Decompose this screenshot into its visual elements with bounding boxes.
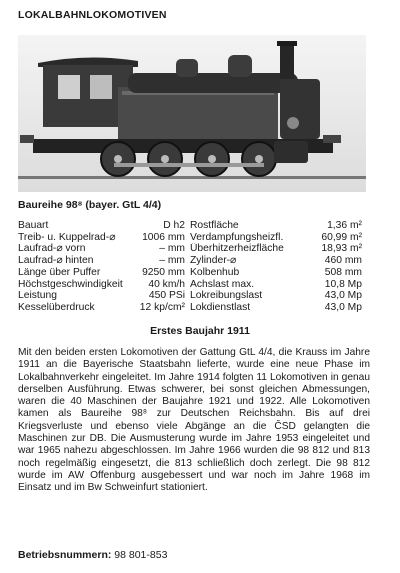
spec-value: 18,93 m² [321, 243, 362, 255]
spec-row [18, 243, 185, 255]
spec-label: Zylinder-⌀ [190, 255, 237, 267]
spec-value: 10,8 Mp [324, 278, 362, 290]
spec-label: Laufrad-⌀ vorn [18, 243, 86, 255]
spec-row [18, 232, 185, 244]
locomotive-caption: Baureihe 98⁸ (bayer. GtL 4/4) [18, 199, 162, 211]
spec-row [18, 267, 185, 279]
page-title: LOKALBAHNLOKOMOTIVEN [18, 9, 167, 21]
spec-row [190, 220, 362, 232]
service-numbers [18, 549, 167, 561]
spec-row [190, 302, 362, 314]
spec-value: 1,36 m² [327, 220, 362, 231]
spec-label: Achslast max. [190, 278, 255, 290]
steam-locomotive-photo [18, 35, 366, 192]
spec-value: D h2 [163, 220, 185, 231]
spec-label: Lokdienstlast [190, 301, 251, 313]
history-paragraph: Mit den beiden ersten Lokomotiven der Gattung GtL 4/4, die Krauss im Jahre 1911 an die Bayerische Staatsbahn lieferte, wurde eine neue Phase im Lokalbahnverkehr eingeleitet. Im Jahre 1914 folgten 11 Lokomotiven in genau derselben Ausführung. Etwas schwerer, bei sonst gleichen Abmessungen, waren die 40 Maschinen der Baujahre 1921 und 1922. Alle Lokomotiven kamen als Baureihe 98⁸ zur Deutschen Reichsbahn. Bis auf drei Kriegsverluste und ebenso viele Abgänge an die ČSD gelangten die Maschinen zur DB. Die Ausmusterung wurde im Jahre 1953 eingeleitet und war 1965 nahezu abgeschlossen. Im Jahre 1966 wurden die 98 812 und 813 noch regelmäßig eingesetzt, die 813 schließlich doch zerlegt. Die 98 812 wurde im AW Offenburg ausgebessert und war noch im Jahre 1968 im Einsatz und im Bw Schweinfurt stationiert. [18, 347, 370, 494]
spec-label: Höchstgeschwindigkeit [18, 278, 123, 290]
service-numbers-label: Betriebsnummern: [18, 549, 112, 561]
spec-row [190, 243, 362, 255]
spec-row [190, 267, 362, 279]
spec-label: Kesselüberdruck [18, 301, 95, 313]
spec-value: 40 km/h [148, 278, 185, 290]
spec-row [190, 232, 362, 244]
spec-label: Überhitzerheizfläche [190, 243, 284, 255]
spec-label: Laufrad-⌀ hinten [18, 255, 94, 267]
spec-row [18, 290, 185, 302]
spec-value: 9250 mm [142, 266, 185, 278]
spec-label: Kolbenhub [190, 266, 240, 278]
service-numbers-value: 98 801-853 [114, 549, 168, 561]
spec-table-left [18, 220, 185, 314]
spec-row [18, 279, 185, 291]
spec-value: 1006 mm [142, 231, 185, 243]
spec-row [18, 220, 185, 232]
spec-value: – mm [159, 243, 185, 255]
spec-label: Treib- u. Kuppelrad-⌀ [18, 231, 116, 243]
spec-label: Leistung [18, 290, 57, 302]
spec-row [190, 290, 362, 302]
spec-value: 460 mm [324, 255, 362, 267]
spec-row [18, 255, 185, 267]
first-build-year: Erstes Baujahr 1911 [150, 325, 250, 337]
spec-label: Rostfläche [190, 220, 239, 231]
spec-value: 12 kp/cm² [139, 301, 185, 313]
spec-label: Verdampfungsheizfl. [190, 231, 284, 243]
spec-value: 450 PSi [148, 290, 185, 302]
spec-value: 43,0 Mp [324, 290, 362, 302]
spec-value: 43,0 Mp [324, 301, 362, 313]
spec-row [18, 302, 185, 314]
spec-label: Bauart [18, 220, 49, 231]
spec-value: 60,99 m² [321, 231, 362, 243]
spec-label: Länge über Puffer [18, 266, 101, 278]
locomotive-icon [18, 35, 366, 192]
spec-table-right [190, 220, 362, 314]
spec-row [190, 279, 362, 291]
spec-value: 508 mm [324, 266, 362, 278]
spec-value: – mm [159, 255, 185, 267]
spec-label: Lokreibungslast [190, 290, 263, 302]
spec-row [190, 255, 362, 267]
